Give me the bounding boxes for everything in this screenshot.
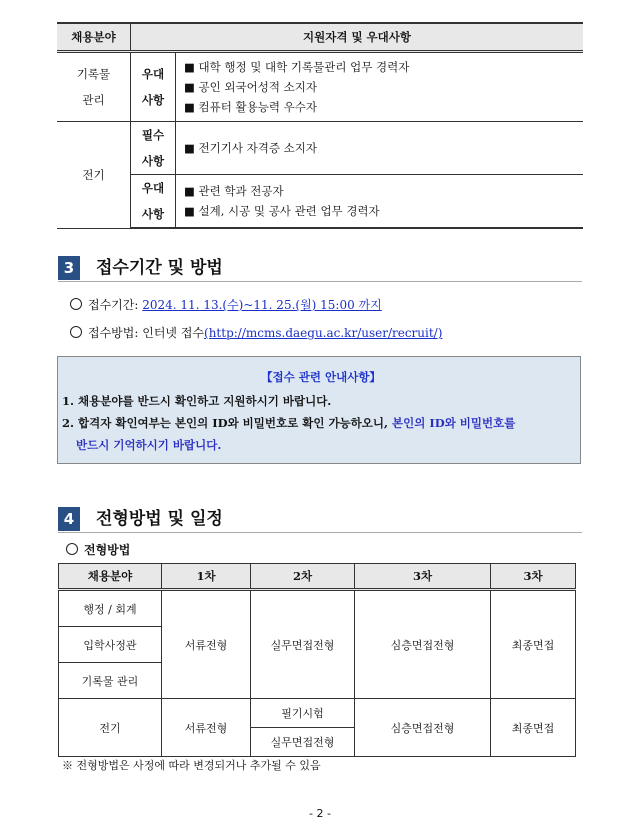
recruit-link[interactable]: (http://mcms.daegu.ac.kr/user/recruit/) [204, 326, 443, 340]
elec-preferred-items [176, 175, 584, 229]
notice-line-3: 반드시 기억하시기 바랍니다. [76, 438, 222, 452]
section-number: 3 [58, 256, 80, 280]
header-field: 채용분야 [57, 23, 131, 52]
table-row-field: 행정 / 회계 [59, 590, 162, 627]
elec-step2b: 실무면접전형 [251, 728, 355, 757]
group-step2: 실무면접전형 [251, 590, 355, 699]
list-item: ■ 대학 행정 및 대학 기록물관리 업무 경력자 [184, 60, 410, 74]
elec-step3: 심층면접전형 [355, 699, 491, 757]
elec-field: 전기 [59, 699, 162, 757]
field-records: 기록물 관리 [57, 52, 131, 122]
section-3-header [58, 255, 582, 282]
notice-title: 【접수 관련 안내사항】 [261, 370, 381, 384]
list-item: ■ 설계, 시공 및 공사 관련 업무 경력자 [184, 204, 380, 218]
field-electric: 전기 [57, 122, 131, 229]
circle-bullet-icon [70, 298, 82, 310]
process-subheading: 전형방법 [66, 542, 130, 558]
table-row-field: 기록물 관리 [59, 663, 162, 699]
list-item: ■ 컴퓨터 활용능력 우수자 [184, 100, 317, 114]
section-title: 접수기간 및 방법 [96, 258, 223, 278]
header-step2: 2차 [251, 564, 355, 590]
notice-line-2: 2. 합격자 확인여부는 본인의 ID와 비밀번호로 확인 가능하오니, 본인의 ID와 비밀번호를 [62, 416, 516, 430]
records-preferred-label: 우대 사항 [131, 52, 176, 122]
circle-bullet-icon [66, 543, 78, 555]
page-number: - 2 - [309, 807, 331, 820]
elec-final: 최종면접 [491, 699, 576, 757]
header-step3: 3차 [355, 564, 491, 590]
elec-required-items [176, 122, 584, 175]
elec-preferred-label: 우대 사항 [131, 175, 176, 229]
circle-bullet-icon [70, 326, 82, 338]
list-item: ■ 전기기사 자격증 소지자 [184, 141, 317, 155]
header-final: 3차 [491, 564, 576, 590]
section-title: 전형방법 및 일정 [96, 509, 223, 529]
method-line: 접수방법: 인터넷 접수(http://mcms.daegu.ac.kr/user/recruit/) [70, 325, 442, 341]
elec-required-label: 필수 사항 [131, 122, 176, 175]
process-table [58, 563, 576, 757]
header-field: 채용분야 [59, 564, 162, 590]
list-item: ■ 관련 학과 전공자 [184, 184, 284, 198]
section-number: 4 [58, 507, 80, 531]
elec-step1: 서류전형 [162, 699, 251, 757]
notice-line-1: 1. 채용분야를 반드시 확인하고 지원하시기 바랍니다. [62, 394, 332, 408]
records-preferred-items [176, 52, 584, 122]
group-final: 최종면접 [491, 590, 576, 699]
header-qualification: 지원자격 및 우대사항 [131, 23, 584, 52]
group-step1: 서류전형 [162, 590, 251, 699]
footnote: ※ 전형방법은 사정에 따라 변경되거나 추가될 수 있음 [62, 759, 321, 772]
qualification-table [57, 22, 583, 229]
list-item: ■ 공인 외국어성적 소지자 [184, 80, 317, 94]
group-step3: 심층면접전형 [355, 590, 491, 699]
period-line: 접수기간: 2024. 11. 13.(수)~11. 25.(월) 15:00 까지 [70, 297, 382, 313]
table-row-field: 입학사정관 [59, 627, 162, 663]
section-4-header [58, 506, 582, 533]
elec-step2a: 필기시험 [251, 699, 355, 728]
notice-box [57, 356, 581, 464]
header-step1: 1차 [162, 564, 251, 590]
period-value: 2024. 11. 13.(수)~11. 25.(월) 15:00 까지 [142, 298, 382, 312]
